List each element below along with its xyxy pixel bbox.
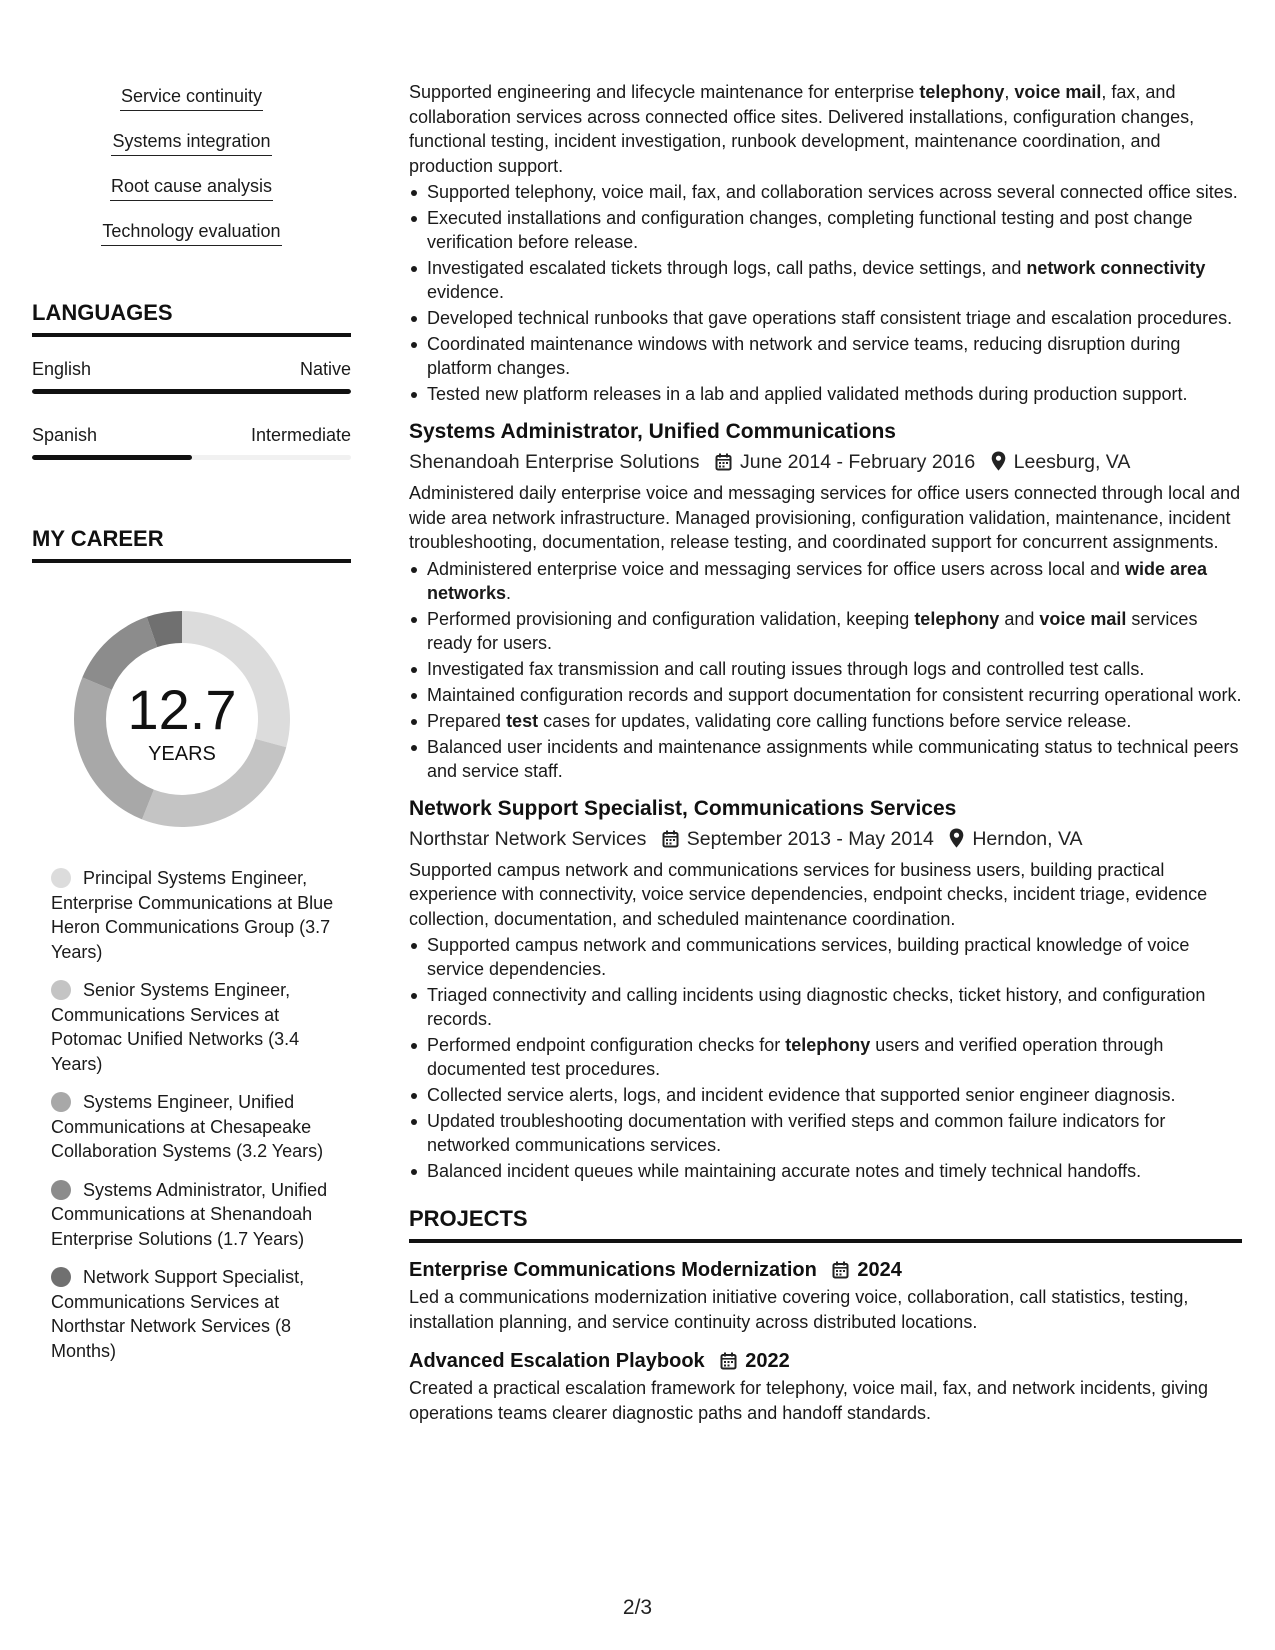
- skill-item: Root cause analysis: [32, 174, 351, 219]
- bullet-item: Coordinated maintenance windows with network and service teams, reducing disruption during platform changes.: [409, 332, 1242, 380]
- skill-item: Service continuity: [32, 84, 351, 129]
- legend-dot-icon: [51, 1092, 71, 1112]
- job-meta: [409, 824, 1242, 854]
- career-legend-item: Senior Systems Engineer, Communications Services at Potomac Unified Networks (3.4 Years): [51, 980, 300, 1074]
- project-entry: [409, 1346, 1242, 1425]
- job-company: Shenandoah Enterprise Solutions: [409, 451, 700, 473]
- language-entry: [32, 423, 351, 460]
- project-entry: [409, 1255, 1242, 1334]
- project-description: Led a communications modernization initiative covering voice, collaboration, call statistics, testing, installation planning, and service continuity across distributed locations.: [409, 1287, 1189, 1332]
- career-heading: MY CAREER: [32, 525, 351, 563]
- career-total-unit: YEARS: [148, 743, 216, 765]
- project-title: Advanced Escalation Playbook: [409, 1350, 705, 1372]
- career-legend-item: Network Support Specialist, Communications Services at Northstar Network Services (8 Months): [51, 1267, 305, 1361]
- career-legend-item: Systems Administrator, Unified Communications at Shenandoah Enterprise Solutions (1.7 Years): [51, 1179, 328, 1249]
- bullet-item: Administered enterprise voice and messaging services for office users across local and wide area networks.: [409, 557, 1242, 605]
- languages-heading: LANGUAGES: [32, 299, 351, 337]
- legend-dot-icon: [51, 1180, 71, 1200]
- bullet-item: Triaged connectivity and calling incidents using diagnostic checks, ticket history, and configuration records.: [409, 983, 1242, 1031]
- language-name: Spanish: [32, 425, 98, 445]
- bullet-item: Performed provisioning and configuration validation, keeping telephony and voice mail services ready for users.: [409, 607, 1242, 655]
- calendar-icon: [662, 830, 679, 848]
- bullet-item: Supported telephony, voice mail, fax, and collaboration services across several connected office sites.: [409, 180, 1242, 204]
- job-bullets: [409, 180, 1242, 406]
- language-proficiency-bar: [32, 455, 351, 460]
- projects-heading: PROJECTS: [409, 1205, 1242, 1243]
- location-pin-icon: [949, 828, 964, 848]
- bullet-item: Maintained configuration records and support documentation for consistent recurring operational work.: [409, 683, 1242, 707]
- job-meta: [409, 447, 1242, 477]
- career-legend-item: Systems Engineer, Unified Communications at Chesapeake Collaboration Systems (3.2 Years): [51, 1092, 324, 1161]
- skill-item: Systems integration: [32, 129, 351, 174]
- career-legend-item: Principal Systems Engineer, Enterprise Communications at Blue Heron Communications Group (3.7 Years): [51, 868, 334, 962]
- main-content: [409, 80, 1242, 1425]
- location-pin-icon: [991, 451, 1006, 471]
- job-description: Supported campus network and communications services for business users, building practical experience with connectivity, voice service dependencies, endpoint checks, incident triage, evidence collection, documentation, and scheduled maintenance coordination.: [409, 859, 1208, 929]
- bullet-item: Supported campus network and communications services, building practical knowledge of voice service dependencies.: [409, 933, 1242, 981]
- legend-dot-icon: [51, 868, 71, 888]
- project-title: Enterprise Communications Modernization: [409, 1259, 817, 1281]
- job-location: Herndon, VA: [972, 827, 1083, 850]
- legend-dot-icon: [51, 1267, 71, 1287]
- language-level: Intermediate: [250, 425, 351, 445]
- calendar-icon: [720, 1352, 737, 1370]
- job-title: Network Support Specialist, Communications Services: [409, 796, 957, 820]
- bullet-item: Updated troubleshooting documentation with verified steps and common failure indicators for networked communications services.: [409, 1109, 1242, 1157]
- language-name: English: [32, 359, 92, 379]
- calendar-icon: [715, 453, 732, 471]
- job-description: Supported engineering and lifecycle maintenance for enterprise telephony, voice mail, fax, and collaboration services across connected office sites. Delivered installations, configuration changes, functional testing, incident investigation, runbook development, maintenance coordination, and production support.: [409, 82, 1195, 176]
- calendar-icon: [832, 1261, 849, 1279]
- language-proficiency-fill: [32, 455, 192, 460]
- bullet-item: Investigated fax transmission and call routing issues through logs and controlled test calls.: [409, 657, 1242, 681]
- bullet-item: Executed installations and configuration changes, completing functional testing and post change verification before release.: [409, 206, 1242, 254]
- language-proficiency-bar: [32, 389, 351, 394]
- bullet-item: Balanced incident queues while maintaining accurate notes and timely technical handoffs.: [409, 1159, 1242, 1183]
- job-bullets: [409, 933, 1242, 1183]
- experience-entry: [409, 417, 1242, 783]
- project-year: 2022: [745, 1350, 790, 1372]
- bullet-item: Performed endpoint configuration checks for telephony users and verified operation through documented test procedures.: [409, 1033, 1242, 1081]
- bullet-item: Tested new platform releases in a lab and applied validated methods during production support.: [409, 382, 1242, 406]
- job-bullets: [409, 557, 1242, 783]
- skill-item: Technology evaluation: [32, 219, 351, 264]
- job-location: Leesburg, VA: [1013, 451, 1131, 473]
- job-title: Systems Administrator, Unified Communications: [409, 420, 896, 443]
- job-company: Northstar Network Services: [409, 827, 647, 850]
- sidebar: [32, 84, 351, 1377]
- career-legend: [51, 866, 336, 1363]
- page-number: 2/3: [622, 1596, 653, 1619]
- legend-dot-icon: [51, 980, 71, 1000]
- job-dates: September 2013 - May 2014: [686, 827, 934, 850]
- language-proficiency-fill: [32, 389, 351, 394]
- career-total-years: 12.7: [127, 678, 237, 741]
- experience-entry: [409, 794, 1242, 1184]
- language-entry: [32, 357, 351, 394]
- job-dates: June 2014 - February 2016: [739, 451, 976, 473]
- experience-entry-continued: [409, 80, 1242, 406]
- career-donut-chart: [67, 604, 297, 834]
- job-description: Administered daily enterprise voice and messaging services for office users connected through local and wide area network infrastructure. Managed provisioning, configuration validation, maintenance, incident troubleshooting, documentation, release testing, and coordinated support for concurrent assignments.: [409, 483, 1241, 552]
- skills-list: [32, 84, 351, 264]
- bullet-item: Prepared test cases for updates, validating core calling functions before service release.: [409, 709, 1242, 733]
- bullet-item: Developed technical runbooks that gave operations staff consistent triage and escalation procedures.: [409, 306, 1242, 330]
- bullet-item: Collected service alerts, logs, and incident evidence that supported senior engineer diagnosis.: [409, 1083, 1242, 1107]
- project-year: 2024: [857, 1259, 902, 1281]
- bullet-item: Investigated escalated tickets through logs, call paths, device settings, and network connectivity evidence.: [409, 256, 1242, 304]
- language-level: Native: [299, 359, 351, 379]
- bullet-item: Balanced user incidents and maintenance assignments while communicating status to technical peers and service staff.: [409, 735, 1242, 783]
- project-description: Created a practical escalation framework for telephony, voice mail, fax, and network incidents, giving operations teams clearer diagnostic paths and handoff standards.: [409, 1378, 1209, 1423]
